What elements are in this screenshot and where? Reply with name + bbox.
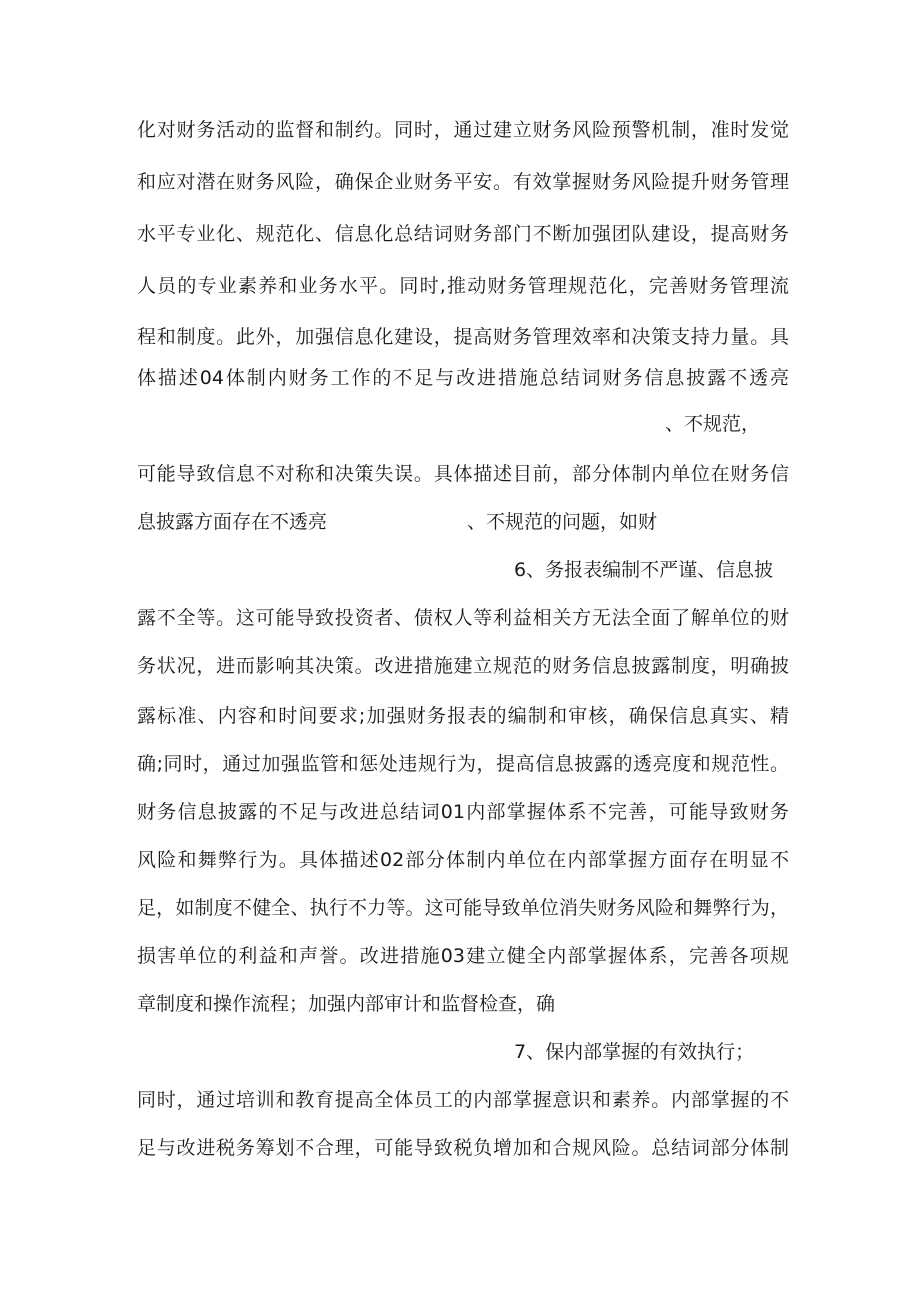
text-line: 体描述04体制内财务工作的不足与改进措施总结词财务信息披露不透亮 [137,367,789,389]
text-line: 6、务报表编制不严谨、信息披 [514,559,774,581]
text-line: 露标准、内容和时间要求;加强财务报表的编制和审核，确保信息真实、精 [137,705,789,727]
text-line: 息披露方面存在不透亮 [137,511,328,533]
text-line: 同时，通过培训和教育提高全体员工的内部掌握意识和素养。内部掌握的不 [137,1089,789,1111]
text-line: 确;同时，通过加强监管和惩处违规行为，提高信息披露的透亮度和规范性。 [137,753,789,775]
text-line: 、不规范， [665,413,761,435]
text-line: 章制度和操作流程；加强内部审计和监督检查，确 [137,993,556,1015]
text-line: 水平专业化、规范化、信息化总结词财务部门不断加强团队建设，提高财务 [137,223,789,245]
text-line: 财务信息披露的不足与改进总结词01内部掌握体系不完善，可能导致财务 [137,801,789,823]
text-line: 化对财务活动的监督和制约。同时，通过建立财务风险预警机制，准时发觉 [137,119,789,141]
text-line: 可能导致信息不对称和决策失误。具体描述目前，部分体制内单位在财务信 [137,463,789,485]
text-line: 和应对潜在财务风险，确保企业财务平安。有效掌握财务风险提升财务管理 [137,171,789,193]
text-line: 足，如制度不健全、执行不力等。这可能导致单位消失财务风险和舞弊行为， [137,897,789,919]
text-line: 、不规范的问题，如财 [467,511,658,533]
text-line: 7、保内部掌握的有效执行； [514,1041,755,1063]
text-line: 露不全等。这可能导致投资者、债权人等利益相关方无法全面了解单位的财 [137,607,789,629]
text-line: 程和制度。此外，加强信息化建设，提高财务管理效率和决策支持力量。具 [137,326,789,348]
text-line: 务状况，进而影响其决策。改进措施建立规范的财务信息披露制度，明确披 [137,655,789,677]
text-line: 风险和舞弊行为。具体描述02部分体制内单位在内部掌握方面存在明显不 [137,849,789,871]
text-line: 人员的专业素养和业务水平。同时,推动财务管理规范化，完善财务管理流 [137,275,789,297]
text-line: 损害单位的利益和声誉。改进措施03建立健全内部掌握体系，完善各项规 [137,945,789,967]
text-line: 足与改进税务筹划不合理，可能导致税负增加和合规风险。总结词部分体制 [137,1137,789,1159]
